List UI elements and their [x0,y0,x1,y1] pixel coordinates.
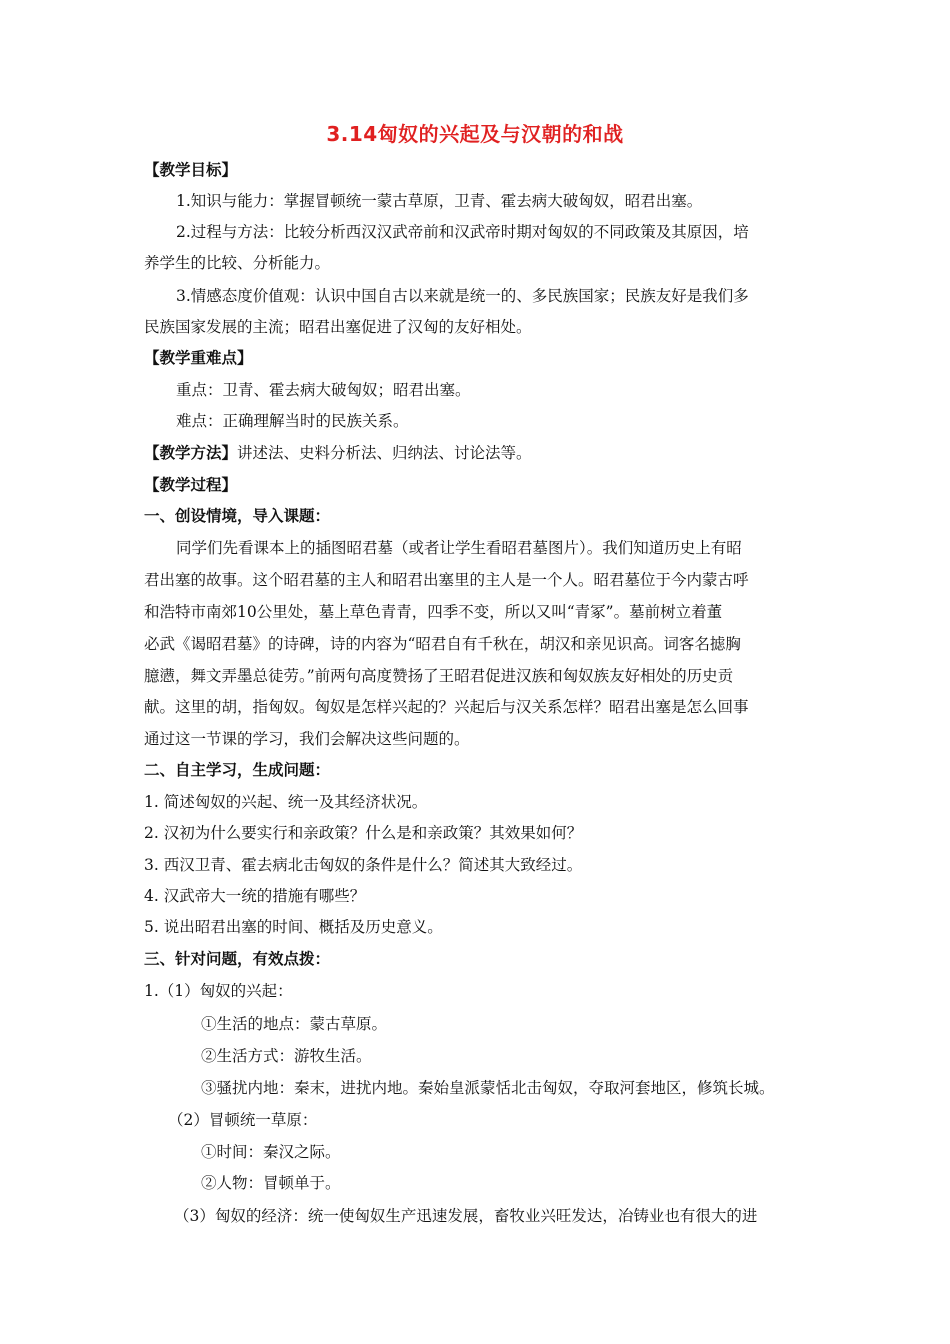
text-line: 【教学目标】 [144,161,238,179]
text-line [144,443,532,463]
text-line: 1.知识与能力：掌握冒顿统一蒙古草原，卫青、霍去病大破匈奴，昭君出塞。 [176,192,703,210]
text-line: ①生活的地点：蒙古草原。 [201,1015,388,1033]
text-line: 2. 汉初为什么要实行和亲政策？什么是和亲政策？其效果如何？ [144,824,583,842]
text-line: ②生活方式：游牧生活。 [201,1047,372,1065]
text-line: ①时间：秦汉之际。 [201,1143,341,1161]
text-line: 养学生的比较、分析能力。 [144,254,331,272]
document-title: 3.14匈奴的兴起及与汉朝的和战 [326,122,624,146]
text-line: （3）匈奴的经济：统一使匈奴生产迅速发展，畜牧业兴旺发达，冶铸业也有很大的进 [174,1207,758,1225]
text-line: 臆懑，舞文弄墨总徒劳。”前两句高度赞扬了王昭君促进汉族和匈奴族友好相处的历史贡 [144,667,734,685]
section-text: 讲述法、史料分析法、归纳法、讨论法等。 [237,444,532,462]
text-line: 5. 说出昭君出塞的时间、概括及历史意义。 [144,918,443,936]
text-line: 通过这一节课的学习，我们会解决这些问题的。 [144,730,470,748]
text-line: 和浩特市南郊10公里处，墓上草色青青，四季不变，所以又叫“青冢”。墓前树立着董 [144,603,723,621]
text-line: 3.情感态度价值观：认识中国自古以来就是统一的、多民族国家；民族友好是我们多 [176,287,749,305]
text-line: 1.（1）匈奴的兴起： [144,982,293,1000]
text-line: 一、创设情境，导入课题： [144,507,331,525]
text-line: 君出塞的故事。这个昭君墓的主人和昭君出塞里的主人是一个人。昭君墓位于今内蒙古呼 [144,571,749,589]
section-heading: 【教学方法】 [144,444,238,462]
text-line: 重点：卫青、霍去病大破匈奴；昭君出塞。 [176,381,471,399]
text-line: 4. 汉武帝大一统的措施有哪些？ [144,887,366,905]
text-line: 二、自主学习，生成问题： [144,761,331,779]
text-line: 1. 简述匈奴的兴起、统一及其经济状况。 [144,793,428,811]
text-line: 献。这里的胡，指匈奴。匈奴是怎样兴起的？兴起后与汉关系怎样？昭君出塞是怎么回事 [144,698,749,716]
text-line: 必武《谒昭君墓》的诗碑，诗的内容为“昭君自有千秋在，胡汉和亲见识高。词客名摅胸 [144,635,741,653]
text-line: 3. 西汉卫青、霍去病北击匈奴的条件是什么？简述其大致经过。 [144,856,583,874]
text-line: （2）冒顿统一草原： [168,1111,318,1129]
text-line: 民族国家发展的主流；昭君出塞促进了汉匈的友好相处。 [144,318,532,336]
text-line: 2.过程与方法：比较分析西汉汉武帝前和汉武帝时期对匈奴的不同政策及其原因，培 [176,223,749,241]
text-line: 同学们先看课本上的插图昭君墓（或者让学生看昭君墓图片）。我们知道历史上有昭 [176,539,742,557]
text-line: 【教学重难点】 [144,349,253,367]
text-line: 三、针对问题，有效点拨： [144,950,331,968]
text-line: 【教学过程】 [144,476,238,494]
text-line: 难点：正确理解当时的民族关系。 [176,412,409,430]
text-line: ③骚扰内地：秦末，进扰内地。秦始皇派蒙恬北击匈奴，夺取河套地区，修筑长城。 [201,1079,775,1097]
text-line: ②人物：冒顿单于。 [201,1174,341,1192]
